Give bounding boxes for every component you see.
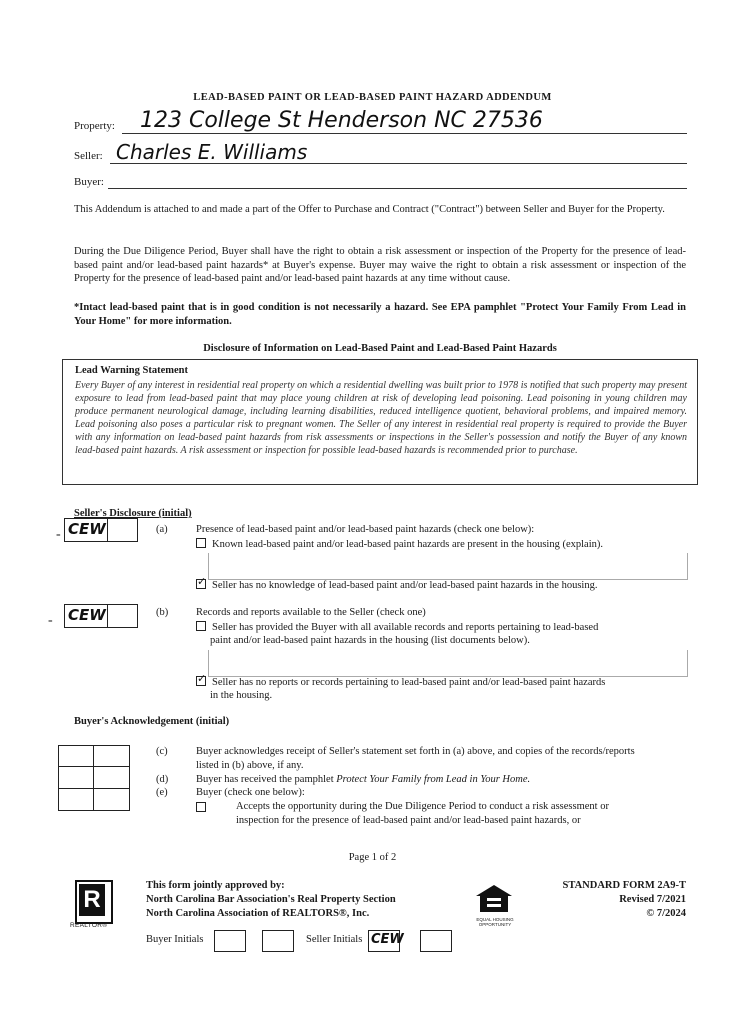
seller-initials-box-2[interactable] xyxy=(420,930,452,952)
seller-initials-a: CEW xyxy=(68,520,106,538)
footer-form-number: STANDARD FORM 2A9-T xyxy=(562,880,686,891)
intact-note: *Intact lead-based paint that is in good condition is not necessarily a hazard. See EPA pamphlet "Protect Your Family From Lead in Your Home" for more information. xyxy=(74,302,686,327)
item-b-letter: (b) xyxy=(156,607,169,618)
seller-disclosure-heading: Seller's Disclosure (initial) xyxy=(74,508,192,519)
realtor-logo-icon: R xyxy=(75,880,113,924)
lead-warning-box xyxy=(62,359,698,485)
seller-initial-box-b[interactable] xyxy=(64,604,138,628)
disclosure-heading: Disclosure of Information on Lead-Based Paint and Lead-Based Paint Hazards xyxy=(203,343,557,354)
buyer-initials-box-1[interactable] xyxy=(214,930,246,952)
document-title: LEAD-BASED PAINT OR LEAD-BASED PAINT HAZARD ADDENDUM xyxy=(193,92,552,103)
dash-mark: - xyxy=(56,527,61,542)
item-a-option-known[interactable]: Known lead-based paint and/or lead-based paint hazards are present in the housing (explain). xyxy=(196,538,603,550)
checkbox-checked[interactable] xyxy=(196,676,206,686)
item-e-letter: (e) xyxy=(156,787,168,798)
page-number: Page 1 of 2 xyxy=(348,852,397,863)
equal-housing-text: EQUAL HOUSING OPPORTUNITY xyxy=(476,917,514,927)
property-label: Property: xyxy=(74,120,115,132)
due-diligence-paragraph: During the Due Diligence Period, Buyer shall have the right to obtain a risk assessment or inspection of the Property for the presence of lead-based paint and/or lead-based paint hazards* at Buyer's expense. Buyer may waive the right to obtain a risk assessment or inspection of the Property for the presence of lead-based paint and/or lead-based paint hazards at any time without cause. xyxy=(74,246,686,284)
item-c-text: Buyer acknowledges receipt of Seller's statement set forth in (a) above, and copies of the records/reports xyxy=(196,746,635,757)
buyer-line xyxy=(108,188,687,189)
checkbox-unchecked[interactable] xyxy=(196,538,206,548)
seller-initial-box-a[interactable] xyxy=(64,518,138,542)
warning-text: Every Buyer of any interest in residential real property on which a residential dwelling was built prior to 1978 is notified that such property may present exposure to lead from lead-based paint that may place young children at risk of developing lead poisoning. Lead poisoning in young children may produce permanent neurological damage, including learning disabilities, reduced intelligence quotient, behavioral problems, and impaired memory. Lead poisoning also poses a particular risk to pregnant women. The Seller of any interest in residential real property is required to provide the Buyer with any information on lead-based paint hazards from risk assessments or inspections in the Seller's possession and notify the Buyer of any known lead-based paint hazards. A risk assessment or inspection for possible lead-based hazards is recommended prior to purchase. xyxy=(75,380,687,456)
footer-approved: This form jointly approved by: xyxy=(146,880,285,891)
item-c-letter: (c) xyxy=(156,746,168,757)
item-e-option-accepts-cont: inspection for the presence of lead-based paint and/or lead-based paint hazards, or xyxy=(236,815,581,826)
buyer-initials-box-2[interactable] xyxy=(262,930,294,952)
property-line xyxy=(122,133,687,134)
explain-field-a[interactable] xyxy=(208,553,688,580)
buyer-ack-heading: Buyer's Acknowledgement (initial) xyxy=(74,716,230,727)
item-a-letter: (a) xyxy=(156,524,168,535)
documents-field-b[interactable] xyxy=(208,650,688,677)
item-b-option-provided[interactable]: Seller has provided the Buyer with all available records and reports pertaining to lead-based xyxy=(196,621,598,633)
footer-copyright: © 7/2024 xyxy=(646,908,686,919)
buyer-initial-grid[interactable] xyxy=(58,745,130,811)
footer-revised: Revised 7/2021 xyxy=(619,894,686,905)
seller-initials-box-1[interactable] xyxy=(368,930,404,952)
checkbox-unchecked[interactable] xyxy=(196,621,206,631)
realtor-logo-text: REALTOR® xyxy=(70,922,108,929)
dash-mark: - xyxy=(48,613,53,628)
item-b-option-none-cont: in the housing. xyxy=(210,690,273,701)
item-d-letter: (d) xyxy=(156,774,169,785)
item-b-option-provided-cont: paint and/or lead-based paint hazards in the housing (list documents below). xyxy=(210,635,530,646)
item-e-text: Buyer (check one below): xyxy=(196,787,305,798)
seller-initials-footer: CEW xyxy=(371,932,404,947)
footer-realtors: North Carolina Association of REALTORS®, Inc. xyxy=(146,908,370,919)
seller-label: Seller: xyxy=(74,150,103,162)
item-b-text: Records and reports available to the Seller (check one) xyxy=(196,607,426,618)
property-value[interactable]: 123 College St Henderson NC 27536 xyxy=(140,108,543,133)
buyer-label: Buyer: xyxy=(74,176,104,188)
item-d-text: Buyer has received the pamphlet Protect Your Family from Lead in Your Home. xyxy=(196,774,531,785)
checkbox-unchecked[interactable] xyxy=(196,802,206,812)
equal-housing-icon xyxy=(474,884,514,914)
buyer-initials-label: Buyer Initials xyxy=(146,934,204,945)
item-e-option-accepts: Accepts the opportunity during the Due Diligence Period to conduct a risk assessment or xyxy=(236,801,609,812)
checkbox-checked[interactable] xyxy=(196,579,206,589)
item-e-checkbox[interactable] xyxy=(196,802,212,814)
item-b-option-none[interactable]: ✓Seller has no reports or records pertaining to lead-based paint and/or lead-based paint hazards xyxy=(196,676,605,688)
item-a-option-no-knowledge[interactable]: ✓Seller has no knowledge of lead-based paint and/or lead-based paint hazards in the housing. xyxy=(196,579,597,591)
seller-initials-label: Seller Initials xyxy=(306,934,363,945)
item-c-text-cont: listed in (b) above, if any. xyxy=(196,760,304,771)
seller-initials-b: CEW xyxy=(68,606,106,624)
item-a-text: Presence of lead-based paint and/or lead-based paint hazards (check one below): xyxy=(196,524,535,535)
warning-heading: Lead Warning Statement xyxy=(75,365,188,376)
intro-paragraph: This Addendum is attached to and made a part of the Offer to Purchase and Contract ("Contract") between Seller and Buyer for the Property. xyxy=(74,204,665,215)
footer-bar-association: North Carolina Bar Association's Real Property Section xyxy=(146,894,396,905)
seller-value[interactable]: Charles E. Williams xyxy=(116,140,308,164)
